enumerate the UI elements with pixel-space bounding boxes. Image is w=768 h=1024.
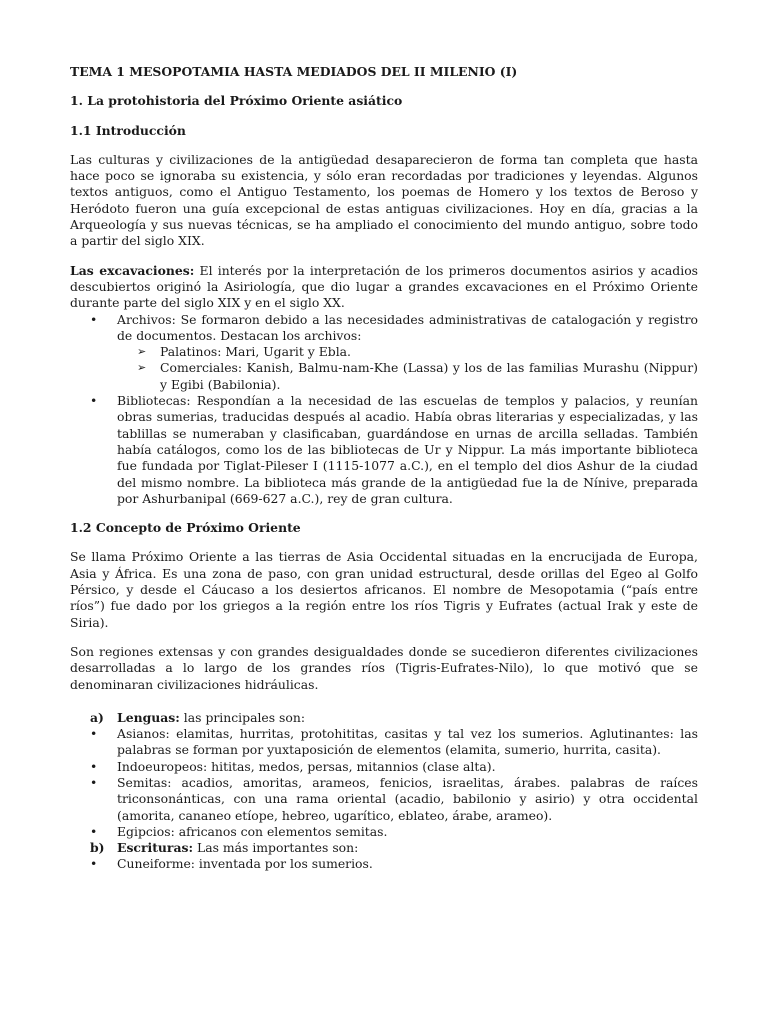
excavaciones-text: El interés por la interpretación de los primeros documentos asirios y acadios descubiertos originó la Asiriología, que dio lugar a grandes excavaciones en el Próximo Oriente durante parte del siglo XIX y en el siglo XX.	[70, 262, 699, 311]
list-item	[70, 775, 698, 824]
lengua-item-text: Indoeuropeos: hititas, medos, persas, mitannios (clase alta).	[117, 758, 496, 774]
archives-list	[70, 312, 698, 508]
concepto-paragraph-1: Se llama Próximo Oriente a las tierras de Asia Occidental situadas en la encrucijada de Europa, Asia y África. Es una zona de paso, con gran unidad estructural, desde orillas del Egeo al Golfo Pérsico, y desde el Cáucaso a los desiertos africanos. El nombre de Mesopotamia (“país entre ríos”) fue dado por los griegos a la región entre los ríos Tigris y Eufrates (actual Irak y este de Siria).	[70, 549, 698, 630]
comerciales-text: Comerciales: Kanish, Balmu-nam-Khe (Lassa) y los de las familias Murashu (Nippur) y Egibi (Babilonia).	[160, 360, 698, 392]
escrituras-label: Escrituras:	[117, 840, 194, 856]
lenguas-text: las principales son:	[179, 709, 306, 725]
list-letter: b)	[90, 840, 105, 856]
escrituras-list	[70, 856, 698, 872]
section-heading-1-2: 1.2 Concepto de Próximo Oriente	[70, 520, 301, 536]
bullet-icon: •	[90, 823, 98, 839]
arrow-bullet-icon: ➢	[137, 361, 147, 375]
section-heading-1: 1. La protohistoria del Próximo Oriente asiático	[70, 93, 403, 109]
bullet-icon: •	[90, 856, 98, 872]
list-item	[70, 344, 698, 360]
list-item	[70, 312, 698, 393]
bullet-icon: •	[90, 758, 98, 774]
lengua-item-text: Semitas: acadios, amoritas, arameos, fenicios, israelitas, árabes. palabras de raíces triconsonánticas, con una rama oriental (acadio, babilonio y asirio) y otra occidental (amorita, cananeo etíope, hebreo, ugarítico, eblateo, árabe, arameo).	[117, 774, 698, 823]
list-item	[70, 759, 698, 775]
excavaciones-label: Las excavaciones:	[70, 262, 195, 278]
intro-paragraph: Las culturas y civilizaciones de la antigüedad desaparecieron de forma tan completa que hasta hace poco se ignoraba su existencia, y sólo eran recordadas por tradiciones y leyendas. Algunos textos antiguos, como el Antiguo Testamento, los poemas de Homero y los textos de Beroso y Heródoto fueron una guía excepcional de estas antiguas civilizaciones. Hoy en día, gracias a la Arqueología y sus nuevas técnicas, se ha ampliado el conocimiento del mundo antiguo, sobre todo a partir del siglo XIX.	[70, 151, 698, 249]
escrituras-heading	[70, 840, 698, 856]
list-letter: a)	[90, 709, 104, 725]
document-body	[70, 64, 698, 873]
list-item	[70, 824, 698, 840]
lenguas-list	[70, 726, 698, 840]
lenguas-label: Lenguas:	[117, 709, 180, 725]
palatinos-text: Palatinos: Mari, Ugarit y Ebla.	[160, 344, 351, 360]
lengua-item-text: Asianos: elamitas, hurritas, protohititas, casitas y tal vez los sumerios. Aglutinantes: las palabras se forman por yuxtaposición de elementos (elamita, sumerio, hurrita, casita).	[117, 726, 698, 758]
section-heading-1-1: 1.1 Introducción	[70, 122, 186, 138]
lengua-item-text: Egipcios: africanos con elementos semitas.	[117, 823, 388, 839]
lenguas-heading	[70, 710, 698, 726]
list-item	[70, 393, 698, 507]
bullet-icon: •	[90, 774, 98, 790]
bullet-icon: •	[90, 311, 98, 327]
archives-sublist	[117, 344, 698, 393]
arrow-bullet-icon: ➢	[137, 345, 147, 359]
escritura-item-text: Cuneiforme: inventada por los sumerios.	[117, 856, 373, 872]
bullet-icon: •	[90, 393, 98, 409]
list-item	[70, 360, 698, 393]
escrituras-text: Las más importantes son:	[193, 840, 359, 856]
archivos-text: Archivos: Se formaron debido a las necesidades administrativas de catalogación y registro de documentos. Destacan los archivos:	[117, 311, 698, 343]
concepto-paragraph-2: Son regiones extensas y con grandes desigualdades donde se sucedieron diferentes civilizaciones desarrolladas a lo largo de los grandes ríos (Tigris-Eufrates-Nilo), lo que motivó que se denominaran civilizaciones hidráulicas.	[70, 643, 698, 692]
document-title: TEMA 1 MESOPOTAMIA HASTA MEDIADOS DEL II MILENIO (I)	[70, 64, 518, 79]
bibliotecas-text: Bibliotecas: Respondían a la necesidad de las escuelas de templos y palacios, y reunían obras sumerias, traducidas después al acadio. Había obras literarias y especializadas, y las tablillas se numeraban y clasificaban, guardándose en urnas de arcilla selladas. También había catálogos, como los de las bibliotecas de Ur y Nippur. La más importante biblioteca fue fundada por Tiglat-Pileser I (1115-1077 a.C.), en el templo del dios Ashur de la ciudad del mismo nombre. La biblioteca más grande de la antigüedad fue la de Nínive, preparada por Ashurbanipal (669-627 a.C.), rey de gran cultura.	[117, 393, 698, 506]
list-item	[70, 726, 698, 759]
excavaciones-paragraph	[70, 263, 698, 312]
bullet-icon: •	[90, 726, 98, 742]
list-item	[70, 856, 698, 872]
